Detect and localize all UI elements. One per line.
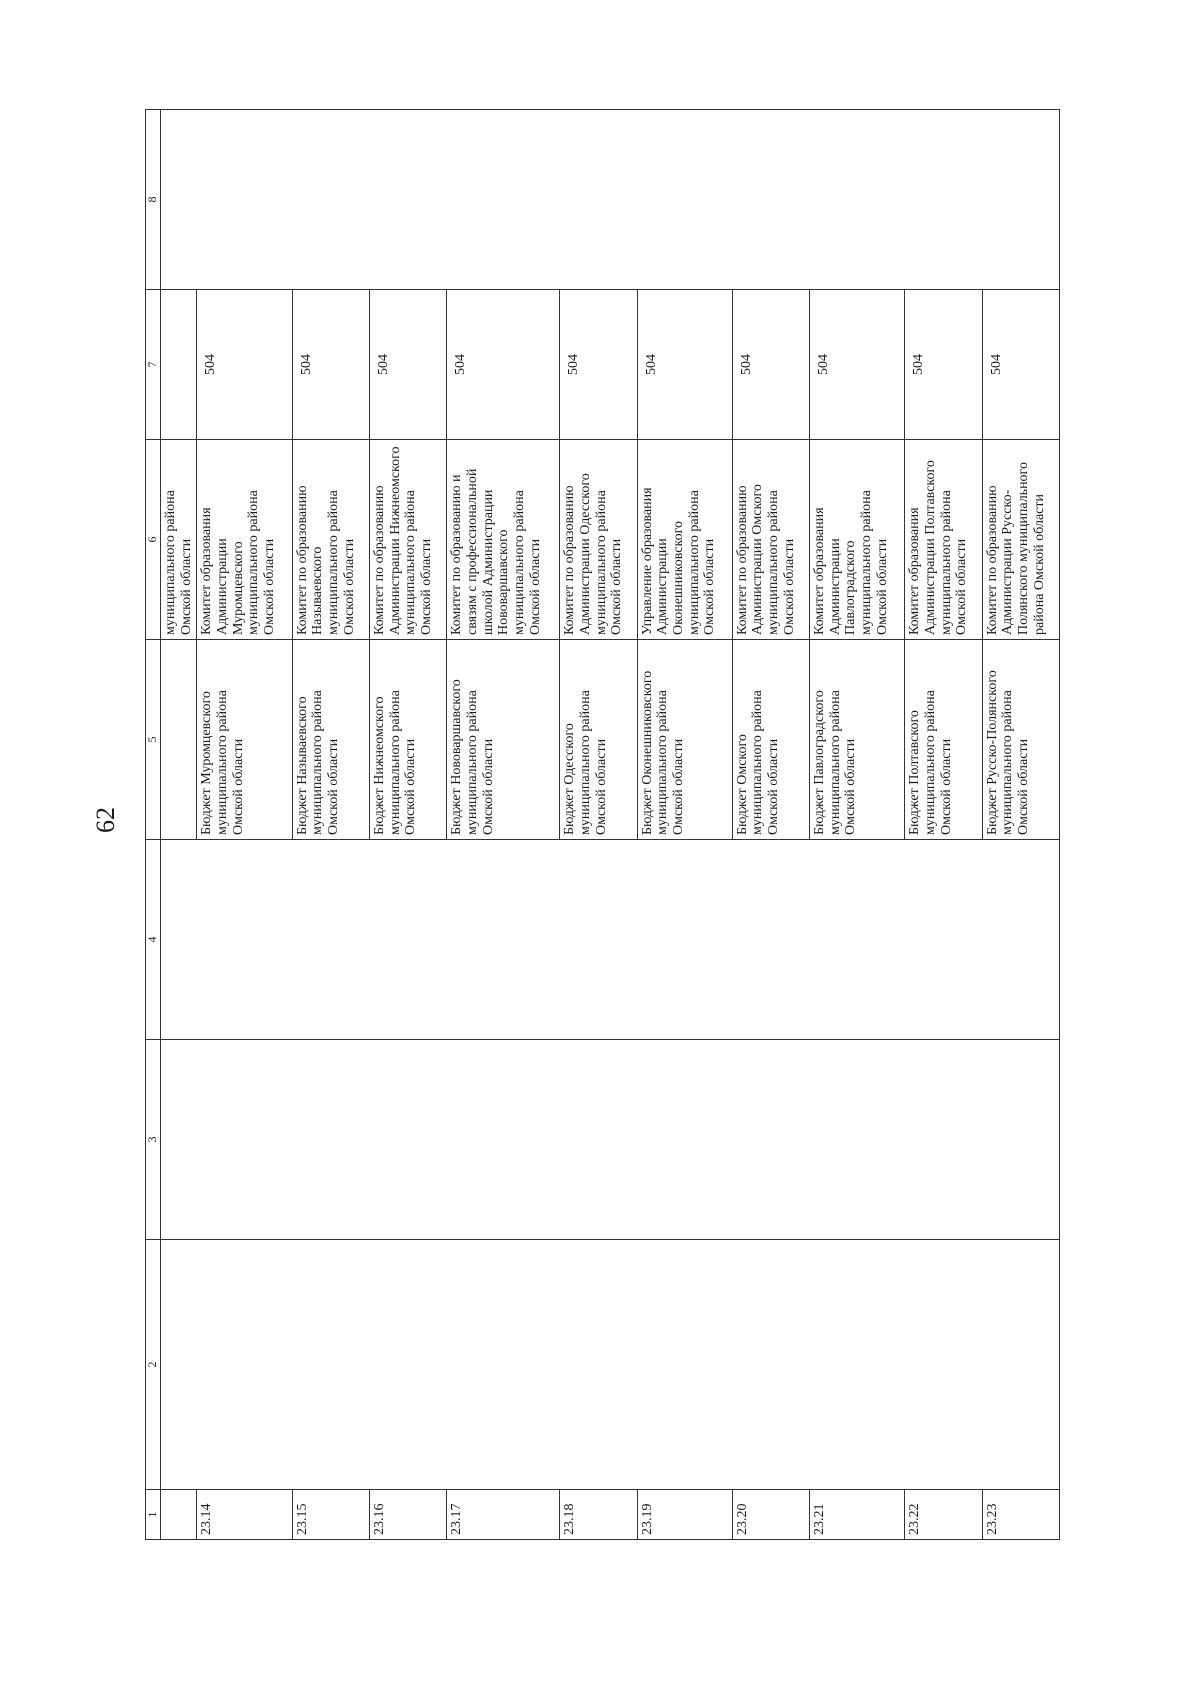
- row-number-cell: 23.19: [637, 1490, 732, 1540]
- budget-cell: Бюджет Одесского муниципального района Омской области: [560, 640, 637, 840]
- column-header: 4: [146, 840, 161, 1040]
- row-number-cell: 23.15: [292, 1490, 369, 1540]
- budget-cell: Бюджет Нижнеомского муниципального района Омской области: [369, 640, 446, 840]
- budget-cell: Бюджет Называевского муниципального района Омской области: [292, 640, 369, 840]
- column-header: 2: [146, 1240, 161, 1490]
- row-number-cell: 23.23: [982, 1490, 1059, 1540]
- column-header: 6: [146, 440, 161, 640]
- budget-cell: Бюджет Павлоградского муниципального района Омской области: [810, 640, 905, 840]
- code-cell: 504: [637, 290, 732, 440]
- budget-table: [145, 109, 1060, 1540]
- row-number-cell: 23.18: [560, 1490, 637, 1540]
- code-cell: 504: [982, 290, 1059, 440]
- continuation-authority-cell: муниципального района Омской области: [161, 440, 197, 640]
- table-cell: [161, 290, 197, 440]
- row-number-cell: 23.21: [810, 1490, 905, 1540]
- rotated-table-container: [145, 110, 1060, 1540]
- authority-cell: Управление образования Администрации Оконешниковского муниципального района Омской области: [637, 440, 732, 640]
- code-cell: 504: [292, 290, 369, 440]
- authority-cell: Комитет по образованию и связям с профессиональной школой Администрации Нововаршавского муниципального района Омской области: [447, 440, 560, 640]
- budget-cell: Бюджет Оконешниковского муниципального района Омской области: [637, 640, 732, 840]
- column-header: 8: [146, 110, 161, 290]
- column-header: 1: [146, 1490, 161, 1540]
- column-header: 3: [146, 1040, 161, 1240]
- code-cell: 504: [447, 290, 560, 440]
- code-cell: 504: [810, 290, 905, 440]
- code-cell: 504: [905, 290, 982, 440]
- column-header: 5: [146, 640, 161, 840]
- page-number: 62: [91, 807, 120, 833]
- row-number-cell: 23.22: [905, 1490, 982, 1540]
- table-cell: [161, 640, 197, 840]
- budget-cell: Бюджет Нововаршавского муниципального района Омской области: [447, 640, 560, 840]
- authority-cell: Комитет по образованию Администрации Одесского муниципального района Омской области: [560, 440, 637, 640]
- row-number-cell: 23.17: [447, 1490, 560, 1540]
- row-number-cell: 23.14: [197, 1490, 292, 1540]
- continuation-row: [161, 110, 197, 1540]
- budget-cell: Бюджет Омского муниципального района Омской области: [732, 640, 809, 840]
- authority-cell: Комитет образования Администрации Полтавского муниципального района Омской области: [905, 440, 982, 640]
- authority-cell: Комитет образования Администрации Муромцевского муниципального района Омской области: [197, 440, 292, 640]
- budget-cell: Бюджет Русско-Полянского муниципального района Омской области: [982, 640, 1059, 840]
- authority-cell: Комитет по образованию Администрации Русско-Полянского муниципального района Омской области: [982, 440, 1059, 640]
- code-cell: 504: [369, 290, 446, 440]
- table-cell: [161, 1040, 1060, 1240]
- header-row: [146, 110, 161, 1540]
- authority-cell: Комитет образования Администрации Павлоградского муниципального района Омской области: [810, 440, 905, 640]
- table-cell: [161, 1240, 1060, 1490]
- budget-cell: Бюджет Муромцевского муниципального района Омской области: [197, 640, 292, 840]
- column-header: 7: [146, 290, 161, 440]
- table-cell: [161, 840, 1060, 1040]
- row-number-cell: 23.20: [732, 1490, 809, 1540]
- budget-cell: Бюджет Полтавского муниципального района Омской области: [905, 640, 982, 840]
- code-cell: 504: [197, 290, 292, 440]
- authority-cell: Комитет по образованию Администрации Нижнеомского муниципального района Омской области: [369, 440, 446, 640]
- authority-cell: Комитет по образованию Называевского муниципального района Омской области: [292, 440, 369, 640]
- row-number-cell: 23.16: [369, 1490, 446, 1540]
- code-cell: 504: [560, 290, 637, 440]
- authority-cell: Комитет по образованию Администрации Омского муниципального района Омской области: [732, 440, 809, 640]
- code-cell: 504: [732, 290, 809, 440]
- table-cell: [161, 110, 1060, 290]
- table-cell: [161, 1490, 197, 1540]
